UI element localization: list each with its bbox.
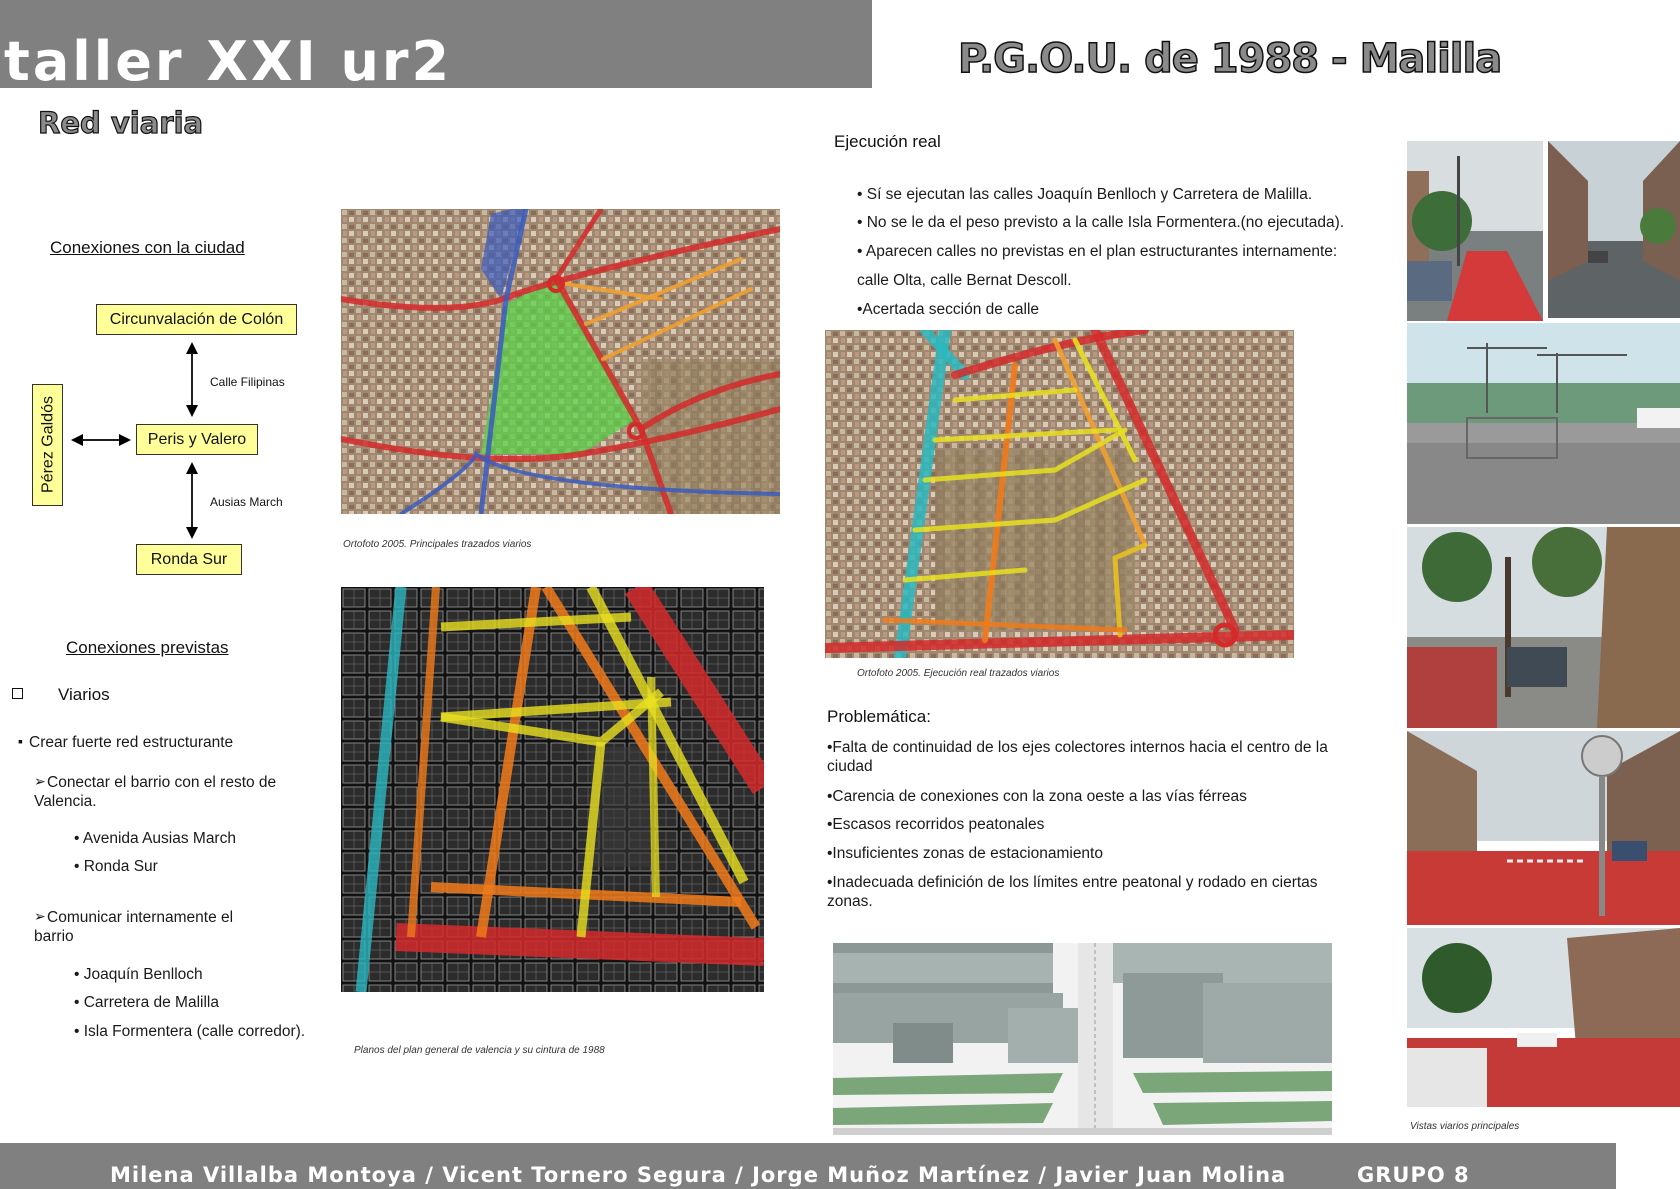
photo-avenue [1407,928,1680,1107]
aerial-map-principal [341,209,780,514]
planned-sub2-item-1: • Joaquín Benlloch [74,966,203,983]
problems-heading: Problemática: [827,707,931,726]
node-circunvalacion: Circunvalación de Colón [96,304,297,335]
footer-authors: Milena Villalba Montoya / Vicent Tornero Segura / Jorge Muñoz Martínez / Javier Juan Molina [110,1163,1287,1187]
execution-item-4: calle Olta, calle Bernat Descoll. [857,272,1072,289]
link-label-filipinas: Calle Filipinas [210,375,285,389]
viarios-label: Viarios [58,685,110,704]
planned-heading: Conexiones previstas [66,638,229,657]
arrow-bullet-icon-2: ➢ [34,908,46,924]
execution-item-1: • Sí se ejecutan las calles Joaquín Benlloch y Carretera de Malilla. [857,186,1313,203]
photo-sidewalk [1407,527,1680,728]
caption-planos: Planos del plan general de valencia y su cintura de 1988 [354,1045,605,1056]
section-title: Red viaria [38,106,204,140]
photo-red-lane [1407,731,1680,925]
execution-heading: Ejecución real [834,132,941,151]
planned-sub-2: Comunicar internamente el barrio [34,909,234,945]
problem-item-1: •Falta de continuidad de los ejes colectores internos hacia el centro de la ciudad [827,739,1328,775]
street-3d-render [833,943,1332,1135]
photo-construction-site [1407,323,1680,524]
node-peris-valero: Peris y Valero [136,424,258,455]
square-bullet-icon: ▪ [18,733,23,749]
planned-sub-1: Conectar el barrio con el resto de Valencia. [34,774,277,810]
photo-street-2 [1548,141,1680,318]
caption-vistas: Vistas viarios principales [1410,1121,1520,1132]
connections-heading: Conexiones con la ciudad [50,238,245,257]
planned-bullet-1: Crear fuerte red estructurante [29,734,234,751]
execution-item-5: •Acertada sección de calle [857,301,1040,318]
planned-sub2-item-2: • Carretera de Malilla [74,994,219,1011]
arrow-bullet-icon: ➢ [34,773,46,789]
connections-arrows [0,0,320,600]
problem-item-5: •Inadecuada definición de los límites entre peatonal y rodado en ciertas zonas. [827,874,1318,910]
node-ronda-sur: Ronda Sur [136,544,242,575]
plan-drawing-1988 [341,587,764,992]
execution-item-3: • Aparecen calles no previstas en el plan estructurantes internamente: [857,243,1338,260]
aerial-map-ejecucion [825,330,1294,658]
planned-sub1-item-2: • Ronda Sur [74,858,158,875]
page-title: P.G.O.U. de 1988 - Malilla [958,36,1502,82]
planned-sub1-item-1: • Avenida Ausias March [74,830,236,847]
photo-street-1 [1407,141,1543,321]
checkbox-icon [12,688,23,699]
footer-group: GRUPO 8 [1357,1163,1470,1187]
link-label-ausias: Ausias March [210,495,283,509]
execution-item-2: • No se le da el peso previsto a la calle Isla Formentera.(no ejecutada). [857,214,1345,231]
node-perez-galdos-label: Pérez Galdós [39,396,57,493]
brand-title: taller XXI ur2 [4,30,453,93]
caption-ortofoto: Ortofoto 2005. Principales trazados viarios [343,539,532,550]
problem-item-2: •Carencia de conexiones con la zona oeste a las vías férreas [827,788,1247,805]
problem-item-3: •Escasos recorridos peatonales [827,816,1045,833]
problem-item-4: •Insuficientes zonas de estacionamiento [827,845,1103,862]
planned-sub2-item-3: • Isla Formentera (calle corredor). [74,1023,306,1040]
caption-ejecucion: Ortofoto 2005. Ejecución real trazados viarios [857,668,1060,679]
